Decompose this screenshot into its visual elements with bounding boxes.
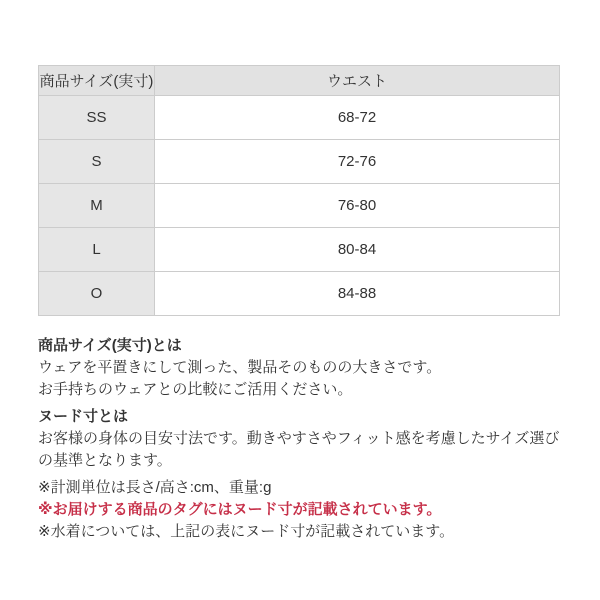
size-table	[38, 65, 560, 316]
section-heading: 商品サイズ(実寸)とは	[38, 337, 182, 354]
size-table-header-size: 商品サイズ(実寸)	[39, 66, 155, 96]
size-guide-descriptions	[38, 335, 562, 543]
size-cell: O	[39, 272, 155, 316]
note-tag-nude-size: ※お届けする商品のタグにはヌード寸が記載されています。	[38, 501, 442, 518]
table-row	[39, 272, 560, 316]
table-row	[39, 228, 560, 272]
section-heading: ヌード寸とは	[38, 408, 129, 425]
note-swimwear: ※水着については、上記の表にヌード寸が記載されています。	[38, 523, 455, 540]
size-table-header-row	[39, 66, 560, 96]
section-product-size-meaning	[38, 335, 562, 401]
size-cell: S	[39, 140, 155, 184]
table-row	[39, 140, 560, 184]
size-cell: L	[39, 228, 155, 272]
waist-cell: 76-80	[155, 184, 560, 228]
size-cell: SS	[39, 96, 155, 140]
waist-cell: 84-88	[155, 272, 560, 316]
table-row	[39, 184, 560, 228]
waist-cell: 68-72	[155, 96, 560, 140]
note-measurement-unit: ※計測単位は長さ/高さ:cm、重量:g	[38, 479, 272, 496]
section-line: お手持ちのウェアとの比較にご活用ください。	[38, 381, 353, 398]
section-line: ウェアを平置きにして測った、製品そのものの大きさです。	[38, 359, 442, 376]
section-nude-size-meaning	[38, 406, 562, 472]
waist-cell: 72-76	[155, 140, 560, 184]
size-table-header-waist: ウエスト	[155, 66, 560, 96]
section-line: の基準となります。	[38, 452, 172, 469]
table-row	[39, 96, 560, 140]
notes-list	[38, 477, 562, 543]
size-cell: M	[39, 184, 155, 228]
waist-cell: 80-84	[155, 228, 560, 272]
section-line: お客様の身体の目安寸法です。動きやすさやフィット感を考慮したサイズ選び	[38, 430, 560, 447]
